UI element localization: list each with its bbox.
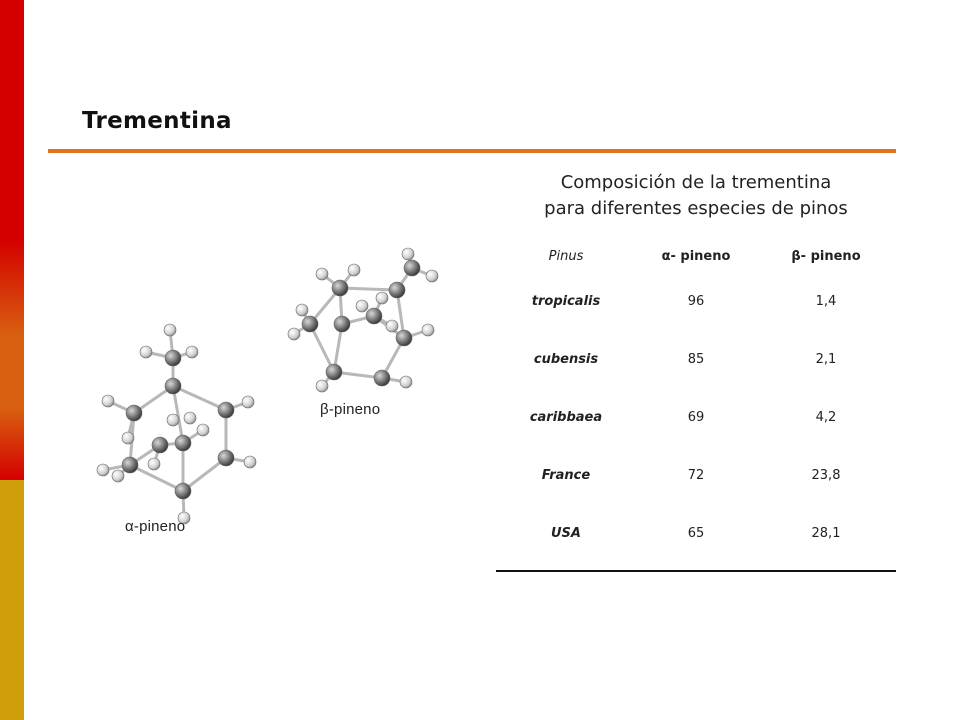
alpha-value-cell: 85 [687,351,705,367]
header-beta-pinene: β- pineno [791,248,861,264]
side-bar-gold [0,480,24,720]
beta-pinene-molecule [282,246,452,426]
table-row [496,388,896,446]
table-row [496,272,896,330]
table-header-row [496,240,896,272]
table-caption-line-1: Composición de la trementina [560,172,832,193]
species-cell: USA [551,525,581,541]
composition-table [496,240,896,562]
alpha-value-cell: 72 [687,467,705,483]
alpha-value-cell: 65 [687,525,705,541]
table-caption-line-2: para diferentes especies de pinos [544,198,848,219]
table-caption [496,170,896,222]
table-row [496,446,896,504]
header-alpha-pinene: α- pineno [661,248,731,264]
beta-value-cell: 23,8 [811,467,841,483]
beta-pinene-ball-and-stick [282,246,452,396]
species-cell: caribbaea [529,409,603,425]
beta-value-cell: 28,1 [811,525,841,541]
side-color-bar [0,0,24,720]
side-bar-orange [0,240,24,480]
beta-value-cell: 2,1 [815,351,837,367]
beta-pinene-label: β-pineno [320,401,381,418]
species-cell: cubensis [533,351,599,367]
beta-value-cell: 4,2 [815,409,837,425]
header-pinus: Pinus [548,248,584,264]
alpha-value-cell: 69 [687,409,705,425]
alpha-pinene-label: α-pineno [125,518,186,535]
table-row [496,330,896,388]
slide-title: Trementina [82,108,232,134]
alpha-pinene-ball-and-stick [88,318,278,548]
species-cell: tropicalis [531,293,601,309]
species-cell: France [541,467,591,483]
table-bottom-rule [496,570,896,572]
beta-value-cell: 1,4 [815,293,837,309]
alpha-pinene-molecule [88,318,278,548]
alpha-value-cell: 96 [687,293,705,309]
table-row [496,504,896,562]
title-underline [48,149,896,153]
side-bar-red [0,0,24,240]
